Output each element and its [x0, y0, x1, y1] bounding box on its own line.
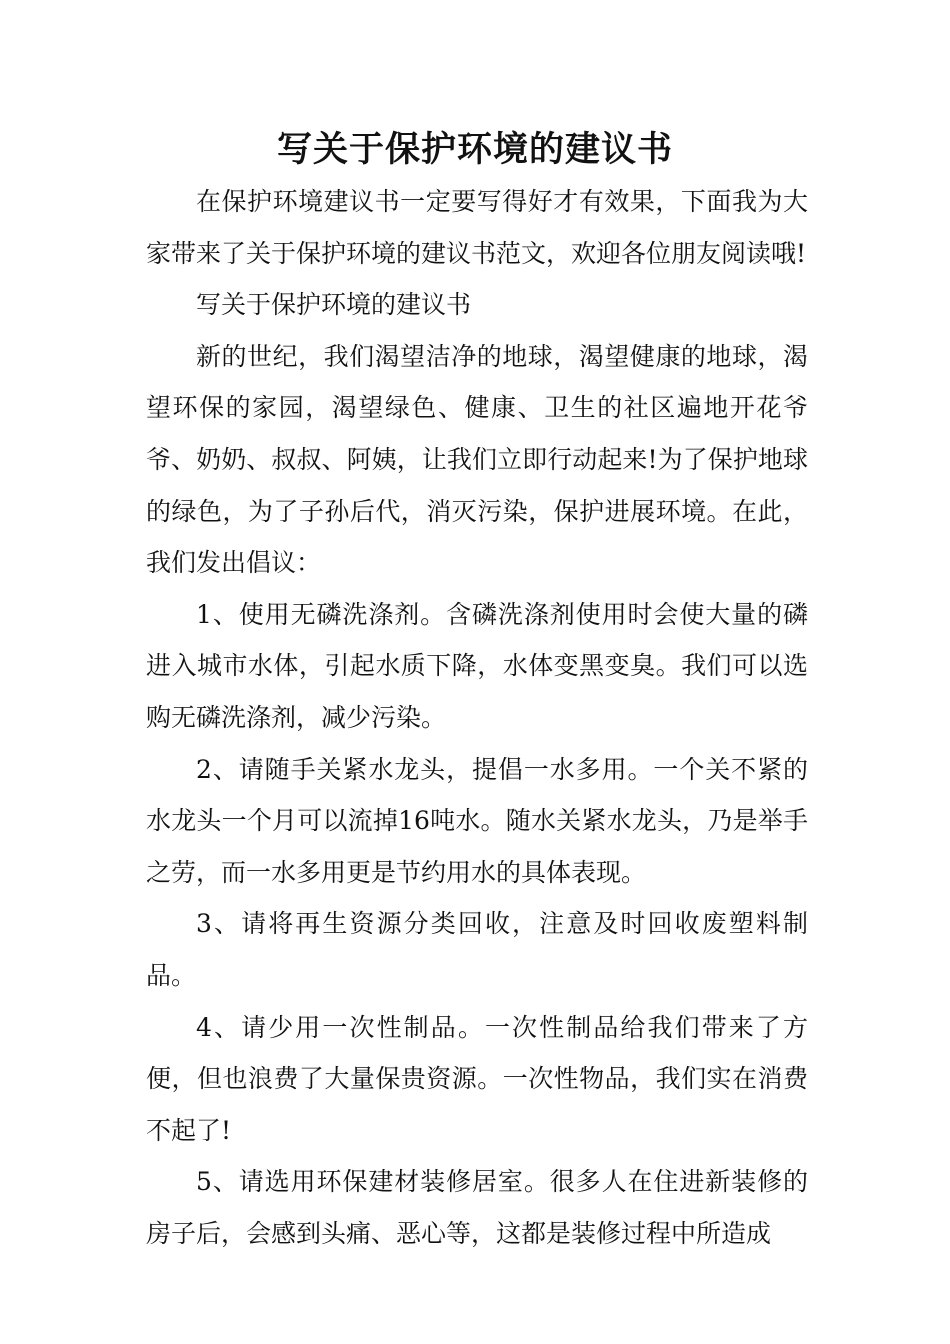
proposal-item-3: 3、请将再生资源分类回收，注意及时回收废塑料制品。 — [146, 909, 808, 990]
proposal-item-4: 4、请少用一次性制品。一次性制品给我们带来了方便，但也浪费了大量保贵资源。一次性物品，我们实在消费不起了! — [146, 1012, 808, 1145]
proposal-item-5: 5、请选用环保建材装修居室。很多人在住进新装修的房子后，会感到头痛、恶心等，这都是装修过程中所造成 — [146, 1167, 808, 1248]
proposal-item-1: 1、使用无磷洗涤剂。含磷洗涤剂使用时会使大量的磷进入城市水体，引起水质下降，水体变黑变臭。我们可以选购无磷洗涤剂，减少污染。 — [146, 599, 808, 732]
proposal-item-2: 2、请随手关紧水龙头，提倡一水多用。一个关不紧的水龙头一个月可以流掉16吨水。随水关紧水龙头，乃是举手之劳，而一水多用更是节约用水的具体表现。 — [146, 754, 808, 887]
document-body — [146, 176, 808, 1259]
intro-paragraph: 在保护环境建议书一定要写得好才有效果，下面我为大家带来了关于保护环境的建议书范文，欢迎各位朋友阅读哦! — [146, 187, 808, 268]
section-heading: 写关于保护环境的建议书 — [196, 290, 472, 320]
body-paragraph: 新的世纪，我们渴望洁净的地球，渴望健康的地球，渴望环保的家园，渴望绿色、健康、卫生的社区遍地开花爷爷、奶奶、叔叔、阿姨，让我们立即行动起来!为了保护地球的绿色，为了子孙后代，消灭污染，保护进展环境。在此，我们发出倡议： — [146, 341, 808, 578]
document-title: 写关于保护环境的建议书 — [276, 130, 673, 170]
